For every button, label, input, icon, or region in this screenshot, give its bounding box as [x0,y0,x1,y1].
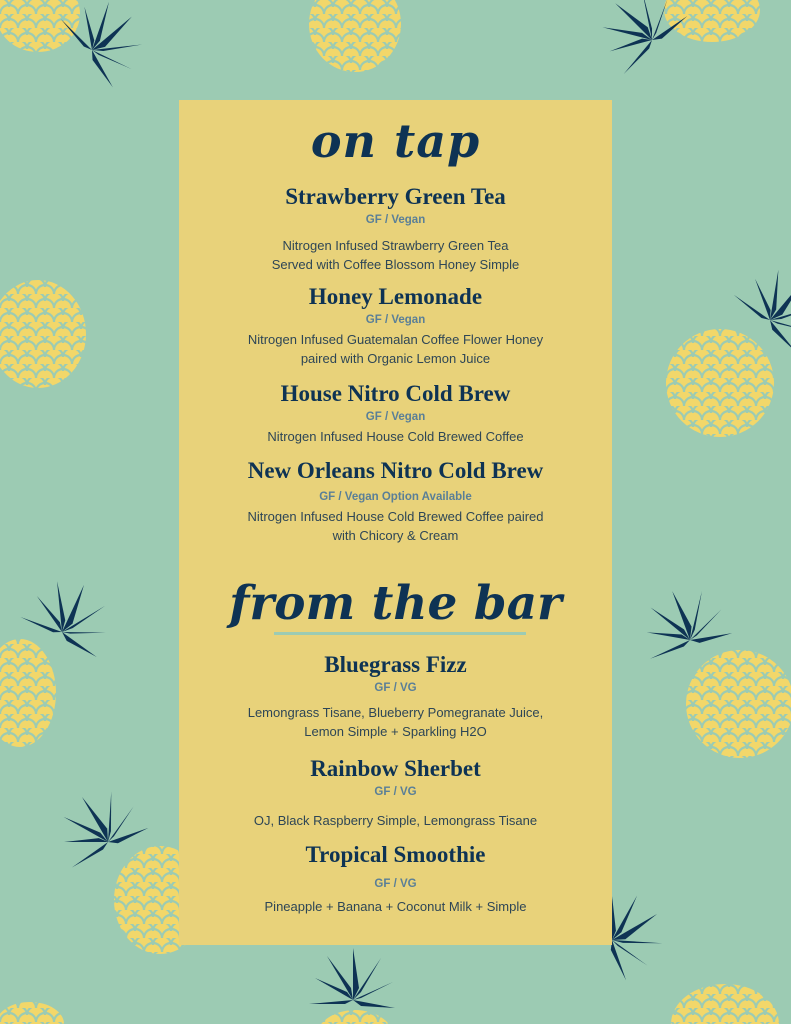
from-the-bar-heading: from the bar [229,576,562,631]
item-description: Nitrogen Infused House Cold Brewed Coffee [267,429,524,444]
pineapple-icon [0,1002,64,1024]
item-name: New Orleans Nitro Cold Brew [247,458,544,483]
item-tags: GF / VG [374,878,417,890]
pineapple-icon [0,280,86,388]
item-tags: GF / Vegan [365,411,426,423]
pineapple-icon [309,948,395,1024]
heading-underline [274,632,526,635]
pineapple-icon [631,577,791,758]
on-tap-heading: on tap [310,114,481,168]
item-name: House Nitro Cold Brew [280,381,511,406]
item-tags: GF / Vegan [365,214,426,226]
menu-item [179,842,612,916]
item-description: OJ, Black Raspberry Simple, Lemongrass Tisane [253,813,538,828]
menu-item [179,756,612,830]
item-description: Nitrogen Infused Guatemalan Coffee Flower Honey paired with Organic Lemon Juice [247,332,544,366]
item-description: Nitrogen Infused House Cold Brewed Coffee paired with Chicory & Cream [247,509,544,543]
item-name: Rainbow Sherbet [310,756,481,781]
pineapple-icon [584,0,760,77]
pineapple-icon [666,252,791,437]
pineapple-icon [309,0,401,72]
item-name: Strawberry Green Tea [285,184,506,209]
menu-item [179,284,612,368]
menu-panel [179,100,612,945]
menu-item [179,652,612,741]
item-tags: GF / Vegan [365,314,426,326]
pineapple-icon [0,566,122,747]
item-tags: GF / VG [374,786,417,798]
item-name: Bluegrass Fizz [324,652,467,677]
menu-item [179,458,612,545]
item-tags: GF / VG [374,682,417,694]
item-description: Pineapple + Banana + Coconut Milk + Simple [264,899,527,914]
menu-item [179,381,612,446]
menu-item [179,184,612,274]
item-description: Nitrogen Infused Strawberry Green Tea Served with Coffee Blossom Honey Simple [271,238,520,272]
pineapple-icon [0,0,159,87]
item-tags: GF / Vegan Option Available [319,491,472,503]
item-description: Lemongrass Tisane, Blueberry Pomegranate Juice, Lemon Simple + Sparkling H2O [247,705,544,739]
pineapple-icon [583,876,779,1024]
item-name: Tropical Smoothie [305,842,486,867]
item-name: Honey Lemonade [308,284,483,309]
